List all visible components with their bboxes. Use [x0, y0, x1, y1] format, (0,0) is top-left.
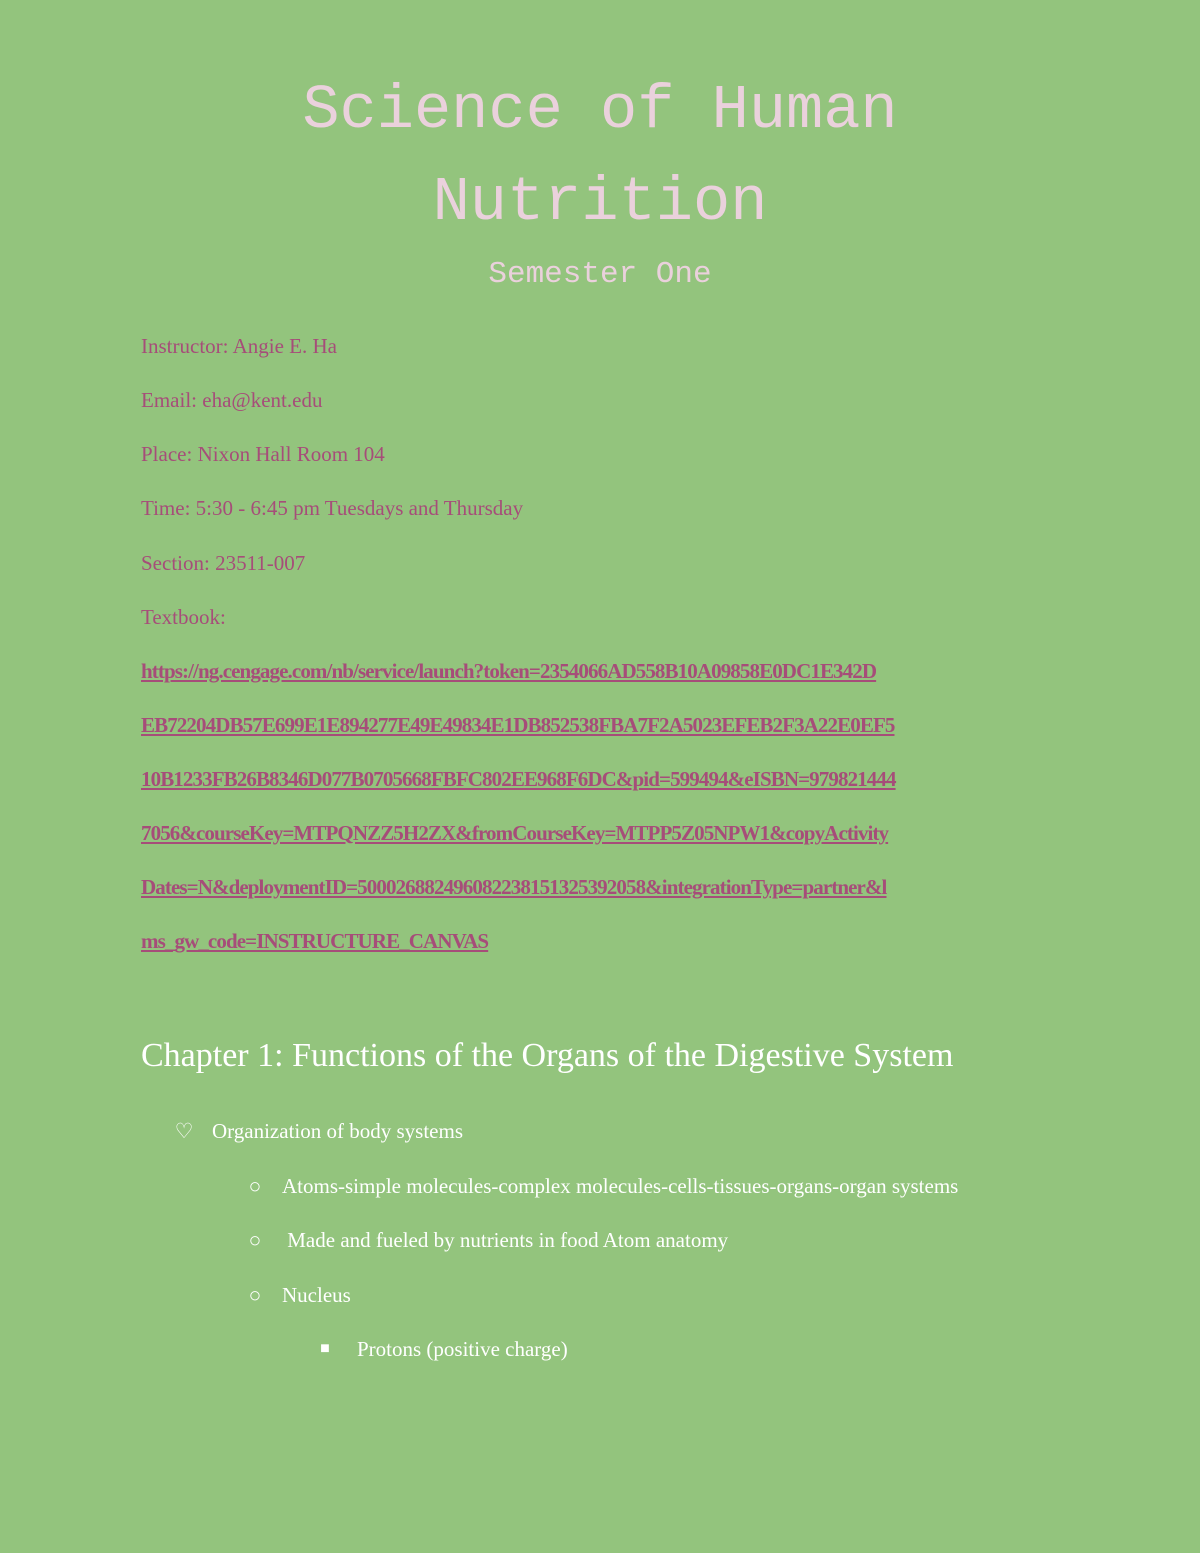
place-value: Nixon Hall Room 104	[197, 442, 385, 466]
textbook-label: Textbook:	[141, 605, 226, 629]
document-subtitle: Semester One	[488, 257, 712, 292]
textbook-link-line[interactable]: ms_gw_code=INSTRUCTURE_CANVAS	[141, 929, 489, 953]
textbook-link-line[interactable]: Dates=N&deploymentID=500026882496082238151325392058&integrationType=partner&l	[141, 875, 887, 899]
textbook-link-line[interactable]: 7056&courseKey=MTPQNZZ5H2ZX&fromCourseKey=MTPP5Z05NPW1&copyActivity	[141, 821, 889, 845]
instructor-label: Instructor:	[141, 334, 229, 358]
place-label: Place:	[141, 442, 193, 466]
list-item-text: Organization of body systems	[212, 1119, 463, 1143]
textbook-line	[141, 603, 226, 631]
time-line	[141, 494, 523, 522]
place-line	[141, 440, 385, 468]
textbook-link-line[interactable]: EB72204DB57E699E1E894277E49E49834E1DB852538FBA7F2A5023EFEB2F3A22E0EF5	[141, 713, 895, 737]
email-label: Email:	[141, 388, 197, 412]
textbook-link-line[interactable]: 10B1233FB26B8346D077B0705668FBFC802EE968F6DC&pid=599494&eISBN=979821444	[141, 767, 896, 791]
circle-bullet-icon: ○	[248, 1283, 262, 1307]
list-item-text: Protons (positive charge)	[357, 1337, 568, 1361]
section-value: 23511-007	[215, 551, 306, 575]
list-item-text: Atoms-simple molecules-complex molecules-cells-tissues-organs-organ systems	[282, 1174, 959, 1198]
list-item-text: Made and fueled by nutrients in food Atom anatomy	[282, 1228, 729, 1252]
instructor-value: Angie E. Ha	[232, 334, 337, 358]
email-line	[141, 386, 322, 414]
heart-bullet-icon: ♡	[174, 1119, 194, 1143]
time-value: 5:30 - 6:45 pm Tuesdays and Thursday	[195, 496, 524, 520]
email-value: eha@kent.edu	[202, 388, 323, 412]
textbook-link-line[interactable]: https://ng.cengage.com/nb/service/launch?token=2354066AD558B10A09858E0DC1E342D	[141, 659, 877, 683]
circle-bullet-icon: ○	[248, 1228, 262, 1252]
document-title-line-2: Nutrition	[432, 167, 768, 238]
circle-bullet-icon: ○	[248, 1174, 262, 1198]
list-item-text: Nucleus	[282, 1283, 351, 1307]
section-line	[141, 549, 305, 577]
instructor-line	[141, 332, 337, 360]
chapter-heading: Chapter 1: Functions of the Organs of the Digestive System	[141, 1037, 954, 1074]
square-bullet-icon: ■	[320, 1340, 330, 1357]
time-label: Time:	[141, 496, 191, 520]
section-label: Section:	[141, 551, 210, 575]
document-title-line-1: Science of Human	[302, 75, 898, 146]
